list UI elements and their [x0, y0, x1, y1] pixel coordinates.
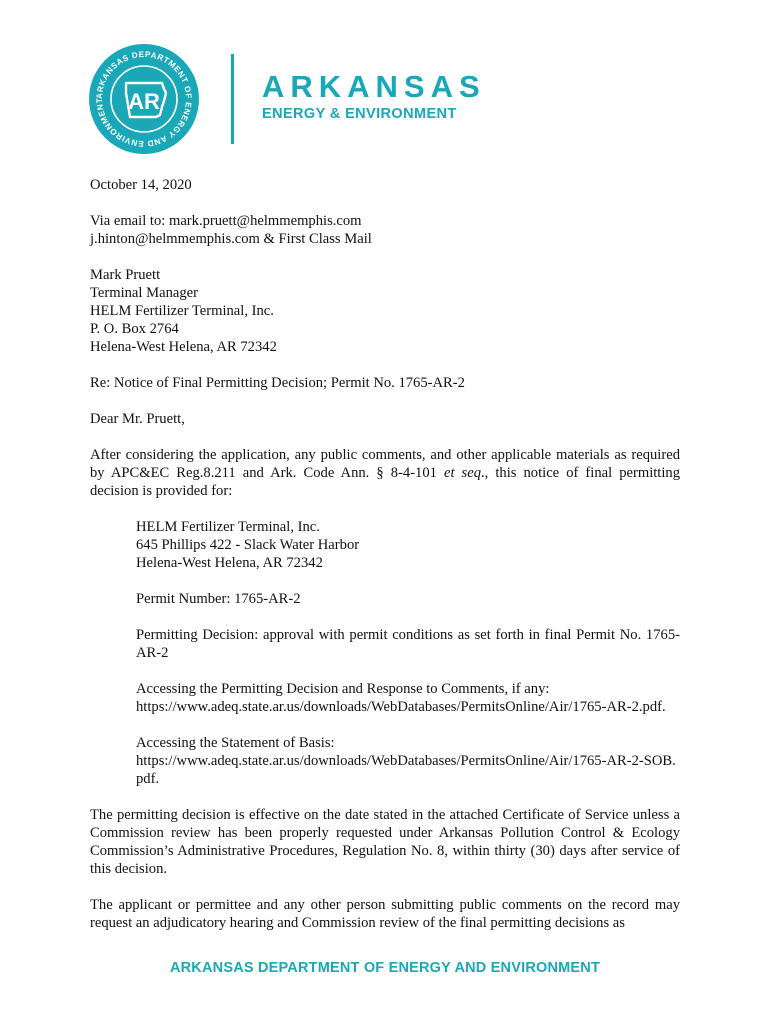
permit-number: Permit Number: 1765-AR-2	[136, 591, 301, 607]
basis-access-link[interactable]: https://www.adeq.state.ar.us/downloads/WebDatabases/PermitsOnline/Air/1765-AR-2-SOB.pdf.	[136, 753, 676, 787]
decision-access-link[interactable]: https://www.adeq.state.ar.us/downloads/WebDatabases/PermitsOnline/Air/1765-AR-2.pdf.	[136, 699, 666, 715]
facility-name: HELM Fertilizer Terminal, Inc.	[136, 519, 320, 535]
agency-name: ARKANSAS	[262, 69, 486, 104]
permitting-decision: Permitting Decision: approval with permit conditions as set forth in final Permit No. 1765-AR-2	[136, 627, 680, 661]
svg-text:AR: AR	[128, 89, 160, 114]
intro-text-end: ., this notice of final permitting decision is provided for:	[90, 465, 681, 499]
facility-city: Helena-West Helena, AR 72342	[136, 555, 323, 571]
recipient-title: Terminal Manager	[90, 285, 198, 301]
facility-address	[136, 518, 680, 572]
decision-access-label: Accessing the Permitting Decision and Response to Comments, if any:	[136, 681, 550, 697]
subject-line: Re: Notice of Final Permitting Decision; Permit No. 1765-AR-2	[90, 375, 465, 391]
letterhead-divider	[231, 54, 234, 144]
intro-paragraph	[90, 446, 680, 500]
recipient-name: Mark Pruett	[90, 267, 161, 283]
delivery-line-2: j.hinton@helmmemphis.com & First Class Mail	[90, 231, 372, 247]
recipient-city: Helena-West Helena, AR 72342	[90, 339, 277, 355]
letter-date: October 14, 2020	[90, 177, 192, 193]
letter-body	[90, 176, 680, 950]
decision-access	[136, 680, 680, 716]
hearing-paragraph: The applicant or permittee and any other person submitting public comments on the record may request an adjudicatory hearing and Commission review of the final permitting decisions as	[90, 897, 680, 931]
intro-text-start: After considering the application, any public comments, and other applicable materials as required by APC&EC Reg.8.211 and Ark. Code Ann. § 8-4-101	[90, 447, 680, 481]
recipient-address	[90, 266, 680, 356]
intro-text-italic: et seq	[443, 465, 482, 481]
effective-paragraph: The permitting decision is effective on the date stated in the attached Certificate of Service unless a Commission review has been properly requested under Arkansas Pollution Control & Ecology Commission’s Administrative Procedures, Regulation No. 8, within thirty (30) days after service of this decision.	[90, 807, 680, 877]
salutation: Dear Mr. Pruett,	[90, 411, 185, 427]
basis-access	[136, 734, 680, 788]
delivery-line-1: Via email to: mark.pruett@helmmemphis.com	[90, 213, 362, 229]
agency-seal-logo	[88, 43, 200, 155]
basis-access-label: Accessing the Statement of Basis:	[136, 735, 335, 751]
facility-street: 645 Phillips 422 - Slack Water Harbor	[136, 537, 360, 553]
recipient-company: HELM Fertilizer Terminal, Inc.	[90, 303, 274, 319]
agency-subtitle: ENERGY & ENVIRONMENT	[262, 106, 457, 122]
delivery-method	[90, 212, 680, 248]
recipient-po-box: P. O. Box 2764	[90, 321, 179, 337]
footer-agency-name: ARKANSAS DEPARTMENT OF ENERGY AND ENVIRONMENT	[169, 960, 601, 976]
agency-wordmark	[262, 70, 486, 122]
svg-text:ARKANSAS DEPARTMENT OF ENERGY: ARKANSAS DEPARTMENT OF ENERGY AND ENVIRONMENT	[94, 49, 194, 149]
